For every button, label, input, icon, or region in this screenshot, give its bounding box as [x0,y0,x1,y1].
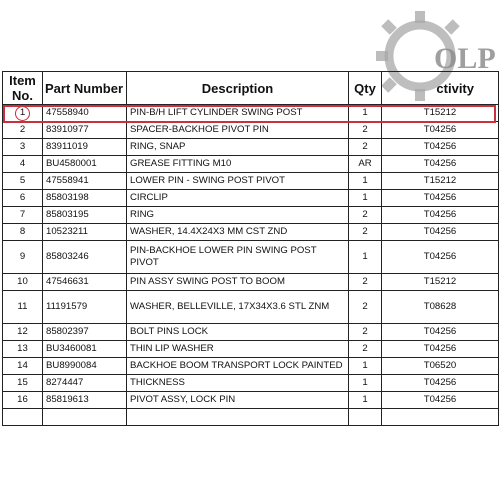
description: LOWER PIN - SWING POST PIVOT [127,173,349,190]
part-number: 85803198 [43,190,127,207]
item-number: 7 [3,207,43,224]
activity-code: T04256 [382,190,499,207]
description: WASHER, 14.4X24X3 MM CST ZND [127,224,349,241]
description: BACKHOE BOOM TRANSPORT LOCK PAINTED [127,358,349,375]
part-number: 83910977 [43,122,127,139]
part-number: 11191579 [43,291,127,324]
table-header-row [3,72,499,105]
activity-code: T04256 [382,241,499,274]
quantity: 2 [349,122,382,139]
item-number: 3 [3,139,43,156]
table-row [3,291,499,324]
table-row [3,241,499,274]
quantity: 2 [349,291,382,324]
activity-code: T04256 [382,375,499,392]
table-row [3,341,499,358]
table-row [3,207,499,224]
activity-code: T04256 [382,139,499,156]
part-number: 85803246 [43,241,127,274]
quantity: 1 [349,190,382,207]
table-row [3,156,499,173]
description: PIN-BACKHOE LOWER PIN SWING POST PIVOT [127,241,349,274]
part-number: 85802397 [43,324,127,341]
quantity: 1 [349,105,382,122]
table-row [3,274,499,291]
table-row [3,375,499,392]
item-number: 16 [3,392,43,409]
activity-code: T04256 [382,392,499,409]
item-number: 2 [3,122,43,139]
quantity: 1 [349,173,382,190]
quantity: 2 [349,324,382,341]
activity-code [382,409,499,426]
quantity: 2 [349,274,382,291]
description: CIRCLIP [127,190,349,207]
activity-code: T04256 [382,224,499,241]
part-number: 47558941 [43,173,127,190]
header-item-no: Item No. [3,72,43,105]
table-row [3,105,499,122]
description: WASHER, BELLEVILLE, 17X34X3.6 STL ZNM [127,291,349,324]
item-number: 14 [3,358,43,375]
item-number: 8 [3,224,43,241]
item-number: 15 [3,375,43,392]
activity-code: T04256 [382,122,499,139]
description: PIVOT ASSY, LOCK PIN [127,392,349,409]
quantity: AR [349,156,382,173]
table-row [3,409,499,426]
activity-code: T15212 [382,274,499,291]
header-qty: Qty [349,72,382,105]
description: GREASE FITTING M10 [127,156,349,173]
part-number: 10523211 [43,224,127,241]
header-activity: ctivity [382,72,499,105]
table-row [3,358,499,375]
activity-code: T04256 [382,341,499,358]
part-number [43,409,127,426]
part-number: 47546631 [43,274,127,291]
header-description: Description [127,72,349,105]
item-number [3,105,43,122]
part-number: 85803195 [43,207,127,224]
description: RING [127,207,349,224]
activity-code: T08628 [382,291,499,324]
description: BOLT PINS LOCK [127,324,349,341]
item-number: 13 [3,341,43,358]
item-number: 9 [3,241,43,274]
quantity: 2 [349,207,382,224]
table-row [3,392,499,409]
activity-code: T06520 [382,358,499,375]
table-row [3,122,499,139]
item-number: 11 [3,291,43,324]
description: PIN ASSY SWING POST TO BOOM [127,274,349,291]
description: THIN LIP WASHER [127,341,349,358]
quantity: 2 [349,224,382,241]
item-circle-marker: 1 [20,107,25,119]
description: RING, SNAP [127,139,349,156]
description [127,409,349,426]
item-number: 6 [3,190,43,207]
table-row [3,224,499,241]
quantity [349,409,382,426]
activity-code: T04256 [382,207,499,224]
table-row [3,324,499,341]
item-number: 4 [3,156,43,173]
item-number: 5 [3,173,43,190]
table-row [3,139,499,156]
description: SPACER-BACKHOE PIVOT PIN [127,122,349,139]
quantity: 1 [349,358,382,375]
activity-code: T04256 [382,156,499,173]
item-number [3,409,43,426]
header-part-number: Part Number [43,72,127,105]
item-number: 12 [3,324,43,341]
part-number: 85819613 [43,392,127,409]
part-number: 47558940 [43,105,127,122]
part-number: BU8990084 [43,358,127,375]
part-number: BU3460081 [43,341,127,358]
part-number: 8274447 [43,375,127,392]
activity-code: T04256 [382,324,499,341]
description: PIN-B/H LIFT CYLINDER SWING POST [127,105,349,122]
logo-text: OLP [434,42,496,75]
part-number: 83911019 [43,139,127,156]
quantity: 2 [349,139,382,156]
table-row [3,173,499,190]
quantity: 1 [349,241,382,274]
quantity: 1 [349,392,382,409]
item-number: 10 [3,274,43,291]
quantity: 2 [349,341,382,358]
parts-table [2,71,499,426]
part-number: BU4580001 [43,156,127,173]
activity-code: T15212 [382,173,499,190]
quantity: 1 [349,375,382,392]
description: THICKNESS [127,375,349,392]
activity-code: T15212 [382,105,499,122]
table-row [3,190,499,207]
